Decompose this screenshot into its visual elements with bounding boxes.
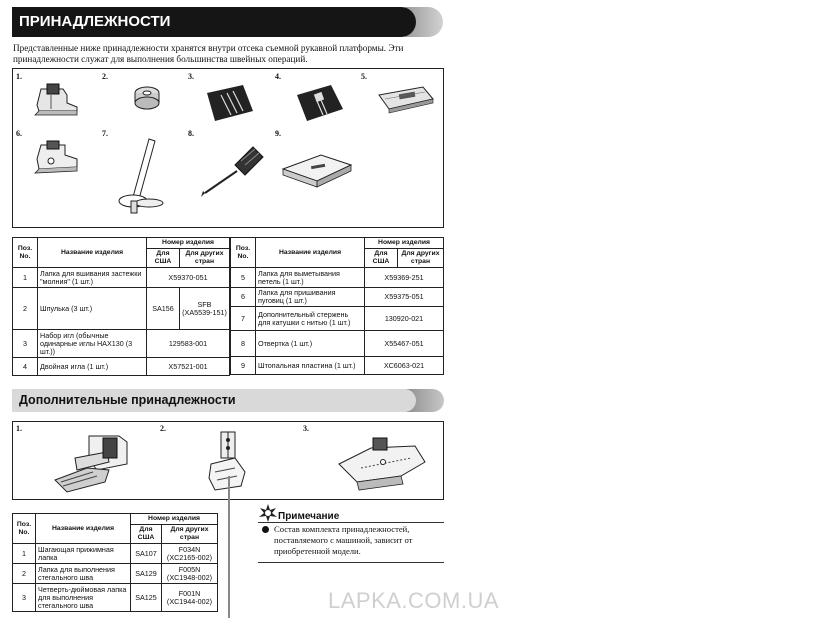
row-name: Шагающая прижимная лапка xyxy=(36,544,131,564)
table-row xyxy=(231,288,444,307)
accessories-illustration-box xyxy=(12,68,444,228)
quarter-inch-foot-icon xyxy=(331,432,431,494)
item-number: 7. xyxy=(102,129,108,138)
item-number: 5. xyxy=(361,72,367,81)
table-row xyxy=(13,564,218,584)
walking-foot-icon xyxy=(47,430,143,496)
item-number: 4. xyxy=(275,72,281,81)
row-other: F005N (XC1948-002) xyxy=(162,564,218,584)
zipper-foot-icon xyxy=(33,81,83,119)
row-name: Шпулька (3 шт.) xyxy=(38,288,147,330)
note-icon xyxy=(258,503,278,523)
row-pos: 8 xyxy=(231,331,256,357)
row-other: SFB (XA5539-151) xyxy=(180,288,230,330)
col-header-pos: Поз. No. xyxy=(13,514,36,544)
table-row xyxy=(231,357,444,375)
row-name: Дополнительный стержень для катушки с нитью (1 шт.) xyxy=(256,307,365,331)
row-code: X57521-001 xyxy=(147,358,230,376)
row-other: F001N (XC1944-002) xyxy=(162,584,218,612)
table-row xyxy=(13,358,230,376)
col-header-other: Для других стран xyxy=(180,249,230,268)
row-other: F034N (XC2165-002) xyxy=(162,544,218,564)
table-row xyxy=(13,268,230,288)
row-pos: 9 xyxy=(231,357,256,375)
row-pos: 2 xyxy=(13,288,38,330)
item-number: 1. xyxy=(16,72,22,81)
table-row xyxy=(13,544,218,564)
row-code: 130920-021 xyxy=(365,307,444,331)
row-name: Четверть-дюймовая лапка для выполнения стегального шва xyxy=(36,584,131,612)
col-header-usa: Для США xyxy=(147,249,180,268)
table-row xyxy=(231,307,444,331)
twin-needle-icon xyxy=(291,81,347,123)
col-header-pos: Поз. No. xyxy=(13,238,38,268)
note-divider xyxy=(258,562,444,563)
row-usa: SA129 xyxy=(131,564,162,584)
row-name: Двойная игла (1 шт.) xyxy=(38,358,147,376)
table-row xyxy=(231,268,444,288)
row-pos: 3 xyxy=(13,584,36,612)
bullet-icon xyxy=(262,526,269,533)
col-header-name: Название изделия xyxy=(256,238,365,268)
item-number: 8. xyxy=(188,129,194,138)
item-number: 2. xyxy=(160,424,166,433)
row-code: X59370-051 xyxy=(147,268,230,288)
col-header-other: Для других стран xyxy=(398,249,444,268)
note-title: Примечание xyxy=(278,511,340,522)
col-header-name: Название изделия xyxy=(38,238,147,268)
col-header-pos: Поз. No. xyxy=(231,238,256,268)
accessories-table-right xyxy=(230,237,444,375)
row-name: Отвертка (1 шт.) xyxy=(256,331,365,357)
row-name: Штопальная пластина (1 шт.) xyxy=(256,357,365,375)
row-pos: 5 xyxy=(231,268,256,288)
item-number: 6. xyxy=(16,129,22,138)
screwdriver-icon xyxy=(197,143,267,199)
col-header-usa: Для США xyxy=(131,525,162,544)
watermark: LAPKA.COM.UA xyxy=(328,588,500,613)
row-pos: 1 xyxy=(13,544,36,564)
note-divider xyxy=(258,522,444,523)
spool-pin-icon xyxy=(109,137,173,217)
note-text: Состав комплекта принадлежностей, поставляемого с машиной, зависит от приобретенной модели. xyxy=(274,524,413,556)
col-header-usa: Для США xyxy=(365,249,398,268)
bobbin-icon xyxy=(131,85,163,113)
row-name: Лапка для пришивания пуговиц (1 шт.) xyxy=(256,288,365,307)
button-foot-icon xyxy=(31,139,83,179)
row-code: 129583-001 xyxy=(147,330,230,358)
section-title-optional-accessories: Дополнительные принадлежности xyxy=(12,389,416,412)
section-title-accessories: ПРИНАДЛЕЖНОСТИ xyxy=(12,7,416,37)
row-pos: 2 xyxy=(13,564,36,584)
col-header-other: Для других стран xyxy=(162,525,218,544)
table-row xyxy=(13,288,230,330)
guide-line xyxy=(228,476,230,618)
table-row xyxy=(231,331,444,357)
row-pos: 3 xyxy=(13,330,38,358)
buttonhole-foot-icon xyxy=(375,85,437,115)
row-pos: 7 xyxy=(231,307,256,331)
row-usa: SA125 xyxy=(131,584,162,612)
row-code: X59375-051 xyxy=(365,288,444,307)
table-row xyxy=(13,584,218,612)
col-header-partno: Номер изделия xyxy=(147,238,230,249)
row-pos: 6 xyxy=(231,288,256,307)
col-header-partno: Номер изделия xyxy=(131,514,218,525)
darning-plate-icon xyxy=(277,151,357,191)
row-code: X59369-251 xyxy=(365,268,444,288)
row-code: XC6063-021 xyxy=(365,357,444,375)
item-number: 1. xyxy=(16,424,22,433)
row-name: Набор игл (обычные одинарные иглы HAX130 (3 шт.)) xyxy=(38,330,147,358)
item-number: 2. xyxy=(102,72,108,81)
accessories-table-left xyxy=(12,237,230,376)
needle-set-icon xyxy=(201,81,257,123)
optional-accessories-table xyxy=(12,513,218,612)
row-name: Лапка для выметывания петель (1 шт.) xyxy=(256,268,365,288)
item-number: 3. xyxy=(303,424,309,433)
row-pos: 4 xyxy=(13,358,38,376)
item-number: 9. xyxy=(275,129,281,138)
intro-paragraph: Представленные ниже принадлежности хранятся внутри отсека съемной рукавной платформы. Эти принадлежности служат для выполнения большинства швейных операций. xyxy=(13,43,404,64)
row-pos: 1 xyxy=(13,268,38,288)
row-name: Лапка для вшивания застежки "молния" (1 шт.) xyxy=(38,268,147,288)
col-header-partno: Номер изделия xyxy=(365,238,444,249)
item-number: 3. xyxy=(188,72,194,81)
col-header-name: Название изделия xyxy=(36,514,131,544)
row-usa: SA156 xyxy=(147,288,180,330)
row-code: X55467-051 xyxy=(365,331,444,357)
row-name: Лапка для выполнения стегального шва xyxy=(36,564,131,584)
table-row xyxy=(13,330,230,358)
row-usa: SA107 xyxy=(131,544,162,564)
